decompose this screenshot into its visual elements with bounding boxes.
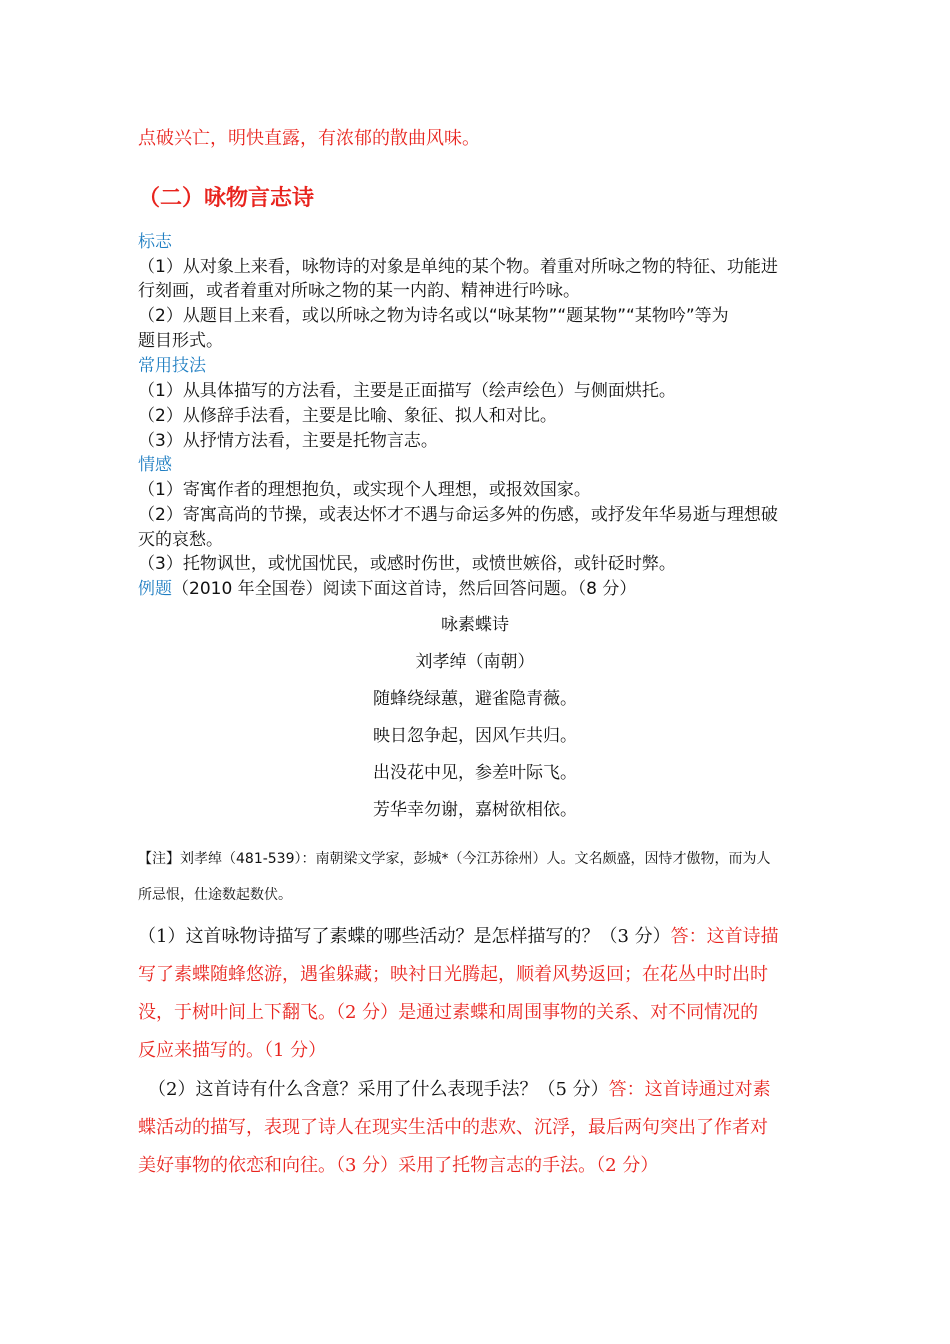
- answer-2-line-3: 美好事物的依恋和向往。（3 分）采用了托物言志的手法。（2 分）: [138, 1155, 659, 1176]
- example-label: 例题: [138, 579, 172, 599]
- section-heading: （二）咏物言志诗: [138, 186, 315, 211]
- intro-continuation: 点破兴亡，明快直露，有浓郁的散曲风味。: [138, 128, 480, 149]
- emotion-item-2: （2）寄寓高尚的节操，或表达怀才不遇与命运多舛的伤感，或抒发年华易逝与理想破: [138, 505, 778, 525]
- poem-line-3: 出没花中见，参差叶际飞。: [373, 763, 577, 783]
- answer-1-start: 答：这首诗描: [670, 926, 779, 947]
- example-text: （2010 年全国卷）阅读下面这首诗，然后回答问题。（8 分）: [172, 579, 637, 599]
- answer-1-line-3: 没，于树叶间上下翻飞。（2 分）是通过素蝶和周围事物的关系、对不同情况的: [138, 1002, 759, 1023]
- emotion-item-3: （3）托物讽世，或忧国忧民，或感时伤世，或愤世嫉俗，或针砭时弊。: [138, 554, 676, 574]
- question-1: [138, 922, 779, 948]
- poem-note-cont: 所忌恨，仕途数起数伏。: [138, 887, 292, 903]
- poem-line-1: 随蜂绕绿蕙，避雀隐青薇。: [373, 689, 577, 709]
- poem-note: 【注】刘孝绰（481-539）：南朝梁文学家，彭城*（今江苏徐州）人。文名颇盛，因恃才傲物，而为人: [138, 851, 771, 867]
- answer-1-line-2: 写了素蝶随蜂悠游，遇雀躲藏；映衬日光腾起，顺着风势返回；在花丛中时出时: [138, 964, 768, 985]
- technique-item-3: （3）从抒情方法看，主要是托物言志。: [138, 431, 438, 451]
- markers-item-1: （1）从对象上来看，咏物诗的对象是单纯的某个物。着重对所咏之物的特征、功能进: [138, 257, 778, 277]
- answer-1-line-4: 反应来描写的。（1 分）: [138, 1040, 327, 1061]
- answer-2-start: 答：这首诗通过对素: [608, 1079, 771, 1100]
- poem-line-4: 芳华幸勿谢，嘉树欲相依。: [373, 800, 577, 820]
- question-1-text: （1）这首咏物诗描写了素蝶的哪些活动？是怎样描写的？（3 分）: [138, 926, 671, 947]
- emotion-item-2-cont: 灭的哀愁。: [138, 530, 223, 550]
- emotion-item-1: （1）寄寓作者的理想抱负，或实现个人理想，或报效国家。: [138, 480, 591, 500]
- question-2-text: （2）这首诗有什么含意？采用了什么表现手法？（5 分）: [148, 1079, 609, 1100]
- answer-2-line-2: 蝶活动的描写，表现了诗人在现实生活中的悲欢、沉浮，最后两句突出了作者对: [138, 1117, 768, 1138]
- question-2: [148, 1075, 771, 1101]
- example-line: [138, 574, 636, 599]
- markers-item-2: （2）从题目上来看，或以所咏之物为诗名或以“咏某物”“题某物”“某物吟”等为: [138, 306, 729, 326]
- poem-line-2: 映日忽争起，因风乍共归。: [373, 726, 577, 746]
- poem-author: 刘孝绰（南朝）: [415, 652, 535, 672]
- techniques-heading: 常用技法: [138, 356, 206, 376]
- technique-item-2: （2）从修辞手法看，主要是比喻、象征、拟人和对比。: [138, 406, 557, 426]
- markers-item-2-cont: 题目形式。: [138, 331, 223, 351]
- technique-item-1: （1）从具体描写的方法看，主要是正面描写（绘声绘色）与侧面烘托。: [138, 381, 676, 401]
- poem-title: 咏素蝶诗: [441, 615, 509, 635]
- markers-heading: 标志: [138, 232, 172, 252]
- markers-item-1-cont: 行刻画，或者着重对所咏之物的某一内韵、精神进行吟咏。: [138, 281, 580, 301]
- emotion-heading: 情感: [138, 455, 172, 475]
